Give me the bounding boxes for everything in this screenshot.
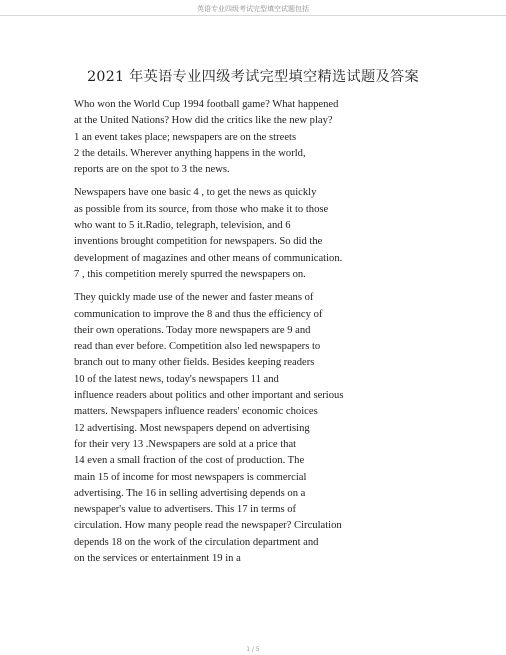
- text-line: development of magazines and other means of communication.: [74, 252, 343, 264]
- text-line: depends 18 on the work of the circulation department and: [74, 536, 319, 548]
- text-line: Newspapers have one basic 4 , to get the news as quickly: [74, 187, 317, 199]
- paragraph-gap: [74, 283, 394, 290]
- text-line: They quickly made use of the newer and faster means of: [74, 292, 314, 304]
- text-line: 10 of the latest news, today's newspapers 11 and: [74, 373, 279, 385]
- text-line: their own operations. Today more newspapers are 9 and: [74, 324, 311, 336]
- text-line: as possible from its source, from those who make it to those: [74, 203, 329, 215]
- text-line: 14 even a small fraction of the cost of production. The: [74, 455, 305, 467]
- paragraph-3: [74, 290, 394, 567]
- text-line: communication to improve the 8 and thus the efficiency of: [74, 308, 323, 320]
- text-line: 12 advertising. Most newspapers depend on advertising: [74, 422, 310, 434]
- text-line: newspaper's value to advertisers. This 17 in terms of: [74, 504, 297, 516]
- text-line: for their very 13 .Newspapers are sold at a price that: [74, 438, 297, 450]
- text-line: inventions brought competition for newspapers. So did the: [74, 236, 323, 248]
- text-line: Who won the World Cup 1994 football game? What happened: [74, 99, 339, 110]
- text-line: 7 , this competition merely spurred the newspapers on.: [74, 268, 306, 280]
- text-line: circulation. How many people read the newspaper? Circulation: [74, 520, 342, 532]
- text-line: who want to 5 it.Radio, telegraph, television, and 6: [74, 220, 291, 232]
- text-line: matters. Newspapers influence readers' economic choices: [74, 406, 318, 418]
- document-title: 2021 年英语专业四级考试完型填空精选试题及答案: [87, 69, 419, 85]
- text-line: on the services or entertainment 19 in a: [74, 553, 241, 565]
- text-line: read than ever before. Competition also led newspapers to: [74, 341, 321, 353]
- text-line: main 15 of income for most newspapers is commercial: [74, 471, 307, 483]
- passage-body: [74, 97, 394, 567]
- page-number: 1 / 5: [246, 646, 260, 653]
- text-line: reports are on the spot to 3 the news.: [74, 164, 230, 176]
- paragraph-1: [74, 97, 394, 178]
- paragraph-gap: [74, 178, 394, 185]
- page-header: 英语专业四级考试完型填空试题包括: [197, 5, 309, 13]
- text-line: at the United Nations? How did the critics like the new play?: [74, 115, 333, 127]
- text-line: influence readers about politics and other important and serious: [74, 390, 344, 402]
- text-line: 2 the details. Wherever anything happens in the world,: [74, 147, 306, 159]
- header-divider: [0, 15, 506, 16]
- text-line: advertising. The 16 in selling advertising depends on a: [74, 487, 306, 499]
- text-line: branch out to many other fields. Besides keeping readers: [74, 357, 315, 369]
- paragraph-2: [74, 185, 394, 283]
- text-line: 1 an event takes place; newspapers are on the streets: [74, 131, 297, 143]
